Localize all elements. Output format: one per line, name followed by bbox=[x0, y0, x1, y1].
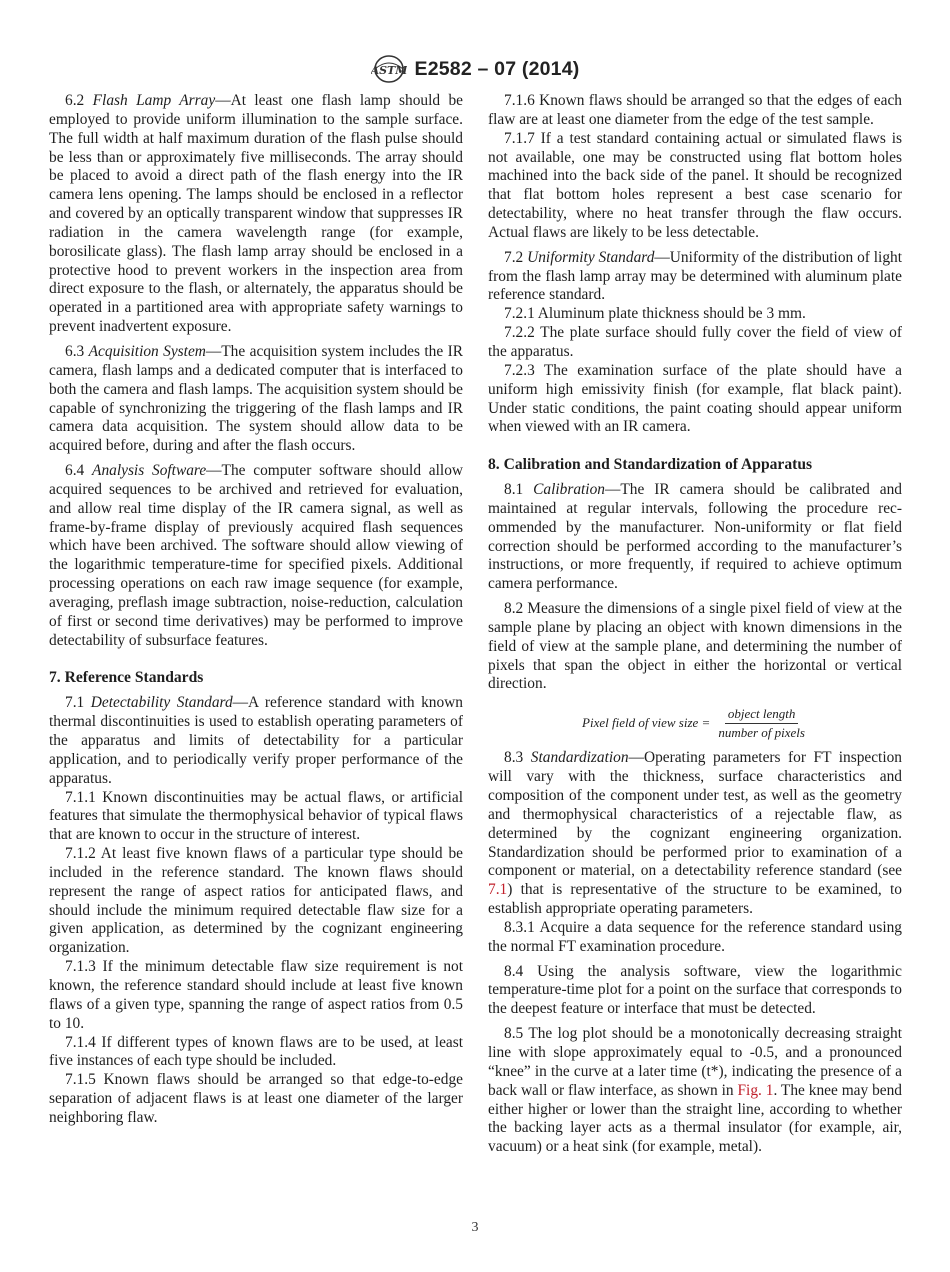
section-8-1: 8.1 Calibration—The IR camera should be calibrated and maintained at regular intervals, following the procedure recommended by the manufacturer. Non-uniformity or flat field correction should be performed according to the manufacturer’s instructions, or more frequently, if required to achieve optimum camera performance. bbox=[488, 481, 902, 593]
section-7-1-1: 7.1.1 Known discontinuities may be actual flaws, or artificial features that simulate the thermophysical behavior of typical flaws that are known to occur in the structure of interest. bbox=[49, 788, 463, 844]
heading-reference-standards: 7. Reference Standards bbox=[49, 669, 204, 687]
pixel-fov-formula bbox=[488, 706, 902, 741]
heading-calibration-standardization: 8. Calibration and Standardization of Apparatus bbox=[488, 456, 813, 474]
section-title: Flash Lamp Array bbox=[92, 92, 216, 109]
section-7-2-2: 7.2.2 The plate surface should fully cover the field of view of the apparatus. bbox=[488, 324, 902, 360]
section-7-1-3: 7.1.3 If the minimum detectable flaw size requirement is not known, the reference standard should include at least five known flaws of a given type, spanning the range of aspect ratios from 0.5 to 10. bbox=[49, 958, 463, 1032]
section-title: Analysis Software bbox=[92, 462, 207, 480]
page-header bbox=[0, 52, 950, 86]
section-7-2-3: 7.2.3 The examination surface of the plate should have a uniform high emissivity finish (for example, flat black paint). Under static conditions, the paint coating should appear uniform when viewed with an IR camera. bbox=[488, 361, 902, 436]
section-7-1-7: 7.1.7 If a test standard containing actual or simulated flaws is not available, one may be constructed using flat bottom holes machined into the back side of the panel. It should be recognized that flat bottom holes represent a best case scenario for detectability, where no heat transfer through the flaw occurs. Actual flaws are likely to be less detectable. bbox=[488, 129, 902, 241]
page-number: 3 bbox=[471, 1220, 479, 1235]
section-title: Standardization bbox=[530, 749, 629, 767]
section-8-5: 8.5 The log plot should be a monotonically decreasing straight line with slope approximately equal to -0.5, and a pronounced “knee” in the curve at a later time (t*), indicating the presence of a back wall or flaw interface, as shown in Fig. 1. The knee may bend either higher or lower than the straight line, according to whether the backing layer acts as a thermal insulator (for example, air, vacuum) or a heat sink (for example, metal). bbox=[488, 1025, 902, 1156]
right-column bbox=[488, 92, 902, 1157]
section-7-1-6: 7.1.6 Known flaws should be arranged so that the edges of each flaw are at least one diameter from the edge of the test sample. bbox=[488, 92, 902, 128]
document-id: E2582 – 07 (2014) bbox=[414, 57, 580, 80]
section-8-2: 8.2 Measure the dimensions of a single pixel field of view at the sample plane by placing an object with known dimensions in the field of view at the sample plane, and determining the number of pixels that span the object in either the horizontal or vertical direction. bbox=[488, 600, 902, 693]
section-6-2: 6.2 Flash Lamp Array—At least one flash lamp should be employed to provide uniform illumination to the sample surface. The full width at half maximum duration of the flash pulse should be less than or approximately five milliseconds. The array should be placed to avoid a direct path of the flash energy into the IR camera lens opening. The lamps should be enclosed in a reflector and covered by an optically transparent window that suppresses IR radiation in the camera wavelength range (for example, borosilicate glass). The flash lamp array should be enclosed in a protective hood to prevent workers in the inspection area from direct exposure to the flash, or alternately, the apparatus should be operated in a partitioned area with appropriate safety warnings to prevent inadvertent exposure. bbox=[49, 92, 464, 336]
section-7-1-4: 7.1.4 If different types of known flaws are to be used, at least five instances of each type should be included. bbox=[49, 1033, 463, 1070]
left-column bbox=[49, 92, 463, 1128]
formula-denominator: number of pixels bbox=[718, 725, 805, 741]
section-8-4: 8.4 Using the analysis software, view the logarithmic temperature-time plot for a point on the surface that corresponds to the deepest feature or interface that must be detected. bbox=[488, 962, 902, 1018]
formula-lhs: Pixel field of view size = bbox=[582, 715, 711, 731]
link-figure-1[interactable]: Fig. 1 bbox=[737, 1081, 774, 1099]
section-7-1-5: 7.1.5 Known flaws should be arranged so that edge-to-edge separation of adjacent flaws is at least one diameter of the larger neighboring flaw. bbox=[49, 1071, 463, 1126]
section-title: Detectability Standard bbox=[90, 694, 233, 712]
section-title: Uniformity Standard bbox=[527, 248, 655, 266]
section-6-3: 6.3 Acquisition System—The acquisition system includes the IR camera, flash lamps and a dedicated computer that is interfaced to both the camera and flash lamps. The acquisition system should be capable of synchronizing the triggering of the flash lamps and IR camera data acquisition. The system should allow data to be acquired before, during and after the flash occurs. bbox=[49, 342, 463, 455]
astm-logo-icon bbox=[371, 54, 407, 84]
section-7-1-2: 7.1.2 At least five known flaws of a particular type should be included in the reference standard. The known flaws should represent the range of aspect ratios for anticipated flaws, and should include the minimum required detectable flaw size for a given application, as determined by the cognizant engineering organization. bbox=[49, 845, 463, 957]
section-title: Calibration bbox=[533, 481, 605, 499]
section-6-4: 6.4 Analysis Software—The computer software should allow acquired sequences to be archived and retrieved for evaluation, and allow real time display of the IR camera signal, as well as frame-by-frame display of previously acquired flash sequences which have been archived. The software should allow viewing of the logarithmic temperature-time for specified pixels. Additional processing operations on each raw image sequence (for example, averaging, preflash image subtraction, noise-reduction, calculation of first or second time derivatives) may be performed to improve detectability of subsurface features. bbox=[49, 462, 464, 649]
section-8-3: 8.3 Standardization—Operating parameters for FT inspection will vary with the thickness, surface characteristics and composition of the component under test, as well as the geometry and thermophysical characteristics of a rejectable flaw, as determined by the cognizant engineering organization. Standardization should be performed prior to examination of a component or material, on a detectability reference standard (see 7.1) that is representative of the structure to be examined, to establish appropriate operating parameters. bbox=[488, 749, 903, 918]
formula-fraction bbox=[715, 706, 808, 741]
section-title: Acquisition System bbox=[88, 342, 206, 360]
section-8-3-1: 8.3.1 Acquire a data sequence for the reference standard using the normal FT examination procedure. bbox=[488, 918, 902, 955]
section-7-2-1: 7.2.1 Aluminum plate thickness should be 3 mm. bbox=[504, 305, 806, 323]
svg-text:ASTM: ASTM bbox=[370, 64, 407, 77]
section-7-2: 7.2 Uniformity Standard—Uniformity of the distribution of light from the flash lamp array may be determined with aluminum plate reference standard. bbox=[488, 248, 902, 304]
formula-numerator: object length bbox=[725, 706, 799, 724]
section-7-1: 7.1 Detectability Standard—A reference standard with known thermal discontinuities is used to establish operating parameters of the apparatus and limits of detectability for a particular application, and to periodically verify proper performance of the apparatus. bbox=[49, 694, 463, 787]
link-section-7-1[interactable]: 7.1 bbox=[488, 881, 508, 899]
